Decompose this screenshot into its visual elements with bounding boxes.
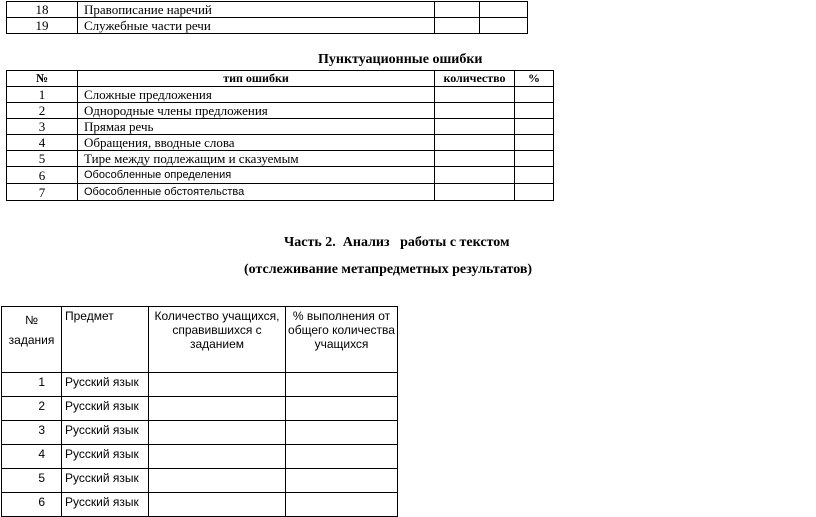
count-cell [435,184,515,201]
row-number: 18 [7,2,78,18]
task-number: 3 [2,421,62,445]
count-cell [435,151,515,167]
subject: Русский язык [62,373,149,397]
task-number: 4 [2,445,62,469]
table-row [7,167,554,184]
error-type: Однородные члены предложения [78,103,435,119]
percent-cell [515,135,554,151]
count-cell [435,18,480,34]
table-row [2,373,398,397]
table-row [2,421,398,445]
part2-subtitle: (отслеживание метапредметных результатов) [244,262,533,277]
percent-cell [286,445,398,469]
count-cell [435,119,515,135]
count-cell [435,167,515,184]
error-type: Служебные части речи [78,18,435,34]
error-type: Обособленные определения [78,167,435,184]
subject: Русский язык [62,445,149,469]
punctuation-title: Пунктуационные ошибки [318,52,483,67]
table-row [7,103,554,119]
percent-cell [286,397,398,421]
table-row [7,135,554,151]
count-cell [149,493,286,517]
table-header-row [7,71,554,87]
row-number: 1 [7,87,78,103]
count-cell [149,421,286,445]
header-count: Количество учащихся, справившихся с заданием [149,307,286,373]
count-cell [149,469,286,493]
table-row [7,184,554,201]
header-count: количество [435,71,515,87]
header-number: № [7,71,78,87]
count-cell [149,445,286,469]
spelling-errors-table [6,1,528,34]
percent-cell [515,184,554,201]
percent-cell [515,167,554,184]
error-type: Обособленные обстоятельства [78,184,435,201]
percent-cell [286,373,398,397]
percent-cell [286,469,398,493]
percent-cell [515,151,554,167]
percent-cell [480,18,528,34]
task-number: 6 [2,493,62,517]
count-cell [149,397,286,421]
percent-cell [515,103,554,119]
error-type: Прямая речь [78,119,435,135]
header-task-label: задания [8,333,55,347]
count-cell [435,103,515,119]
subject: Русский язык [62,421,149,445]
error-type: Правописание наречий [78,2,435,18]
count-cell [149,373,286,397]
table-row [7,151,554,167]
subject: Русский язык [62,493,149,517]
task-number: 1 [2,373,62,397]
percent-cell [286,493,398,517]
subject: Русский язык [62,397,149,421]
table-row [7,18,528,34]
part2-title: Часть 2. Анализ работы с текстом [284,235,510,250]
error-type: Обращения, вводные слова [78,135,435,151]
row-number: 2 [7,103,78,119]
task-number: 2 [2,397,62,421]
header-subject: Предмет [62,307,149,373]
table-row [2,469,398,493]
count-cell [435,135,515,151]
row-number: 7 [7,184,78,201]
table-row [7,87,554,103]
punctuation-errors-table [6,70,554,201]
error-type: Тире между подлежащим и сказуемым [78,151,435,167]
table-row [2,397,398,421]
row-number: 6 [7,167,78,184]
count-cell [435,87,515,103]
header-error-type: тип ошибки [78,71,435,87]
count-cell [435,2,480,18]
table-row [2,493,398,517]
error-type: Сложные предложения [78,87,435,103]
percent-cell [286,421,398,445]
table-header-row [2,307,398,373]
header-task-number [2,307,62,373]
table-row [7,119,554,135]
task-number: 5 [2,469,62,493]
row-number: 5 [7,151,78,167]
row-number: 3 [7,119,78,135]
header-percent: % выполнения от общего количества учащихся [286,307,398,373]
table-row [2,445,398,469]
header-percent: % [515,71,554,87]
table-row [7,2,528,18]
row-number: 19 [7,18,78,34]
header-number-symbol: № [25,313,38,327]
percent-cell [515,119,554,135]
percent-cell [515,87,554,103]
row-number: 4 [7,135,78,151]
subject: Русский язык [62,469,149,493]
percent-cell [480,2,528,18]
text-analysis-table [1,306,398,517]
